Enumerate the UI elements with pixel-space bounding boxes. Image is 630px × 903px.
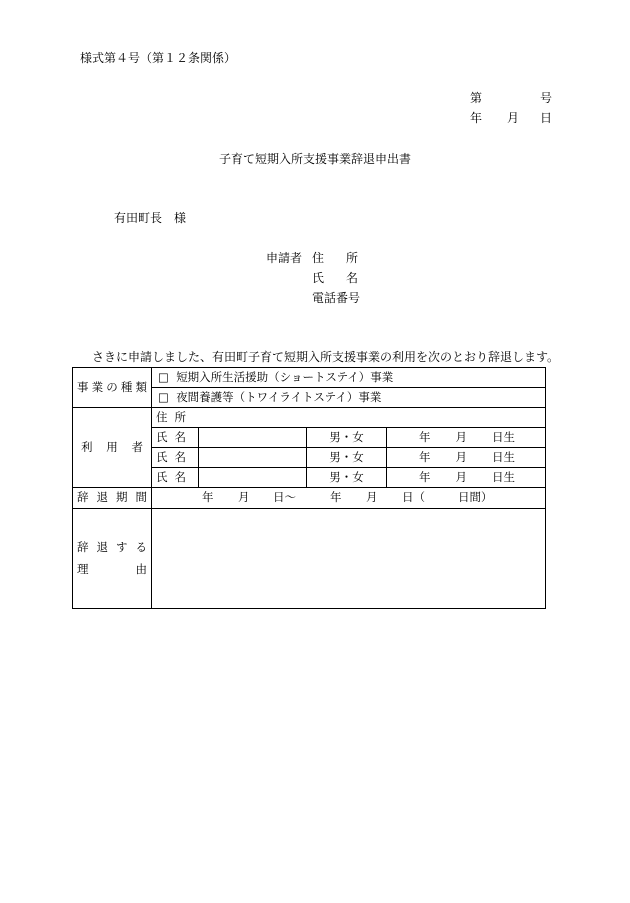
date-month: 月 — [507, 111, 520, 125]
user-birthdate[interactable]: 年 月 日生 — [387, 468, 546, 488]
withdraw-reason-field[interactable] — [152, 509, 546, 609]
user-name-field[interactable] — [199, 468, 307, 488]
applicant-label: 申請者 — [266, 251, 303, 265]
addressee: 有田町長 様 — [114, 211, 187, 225]
form-number: 様式第４号（第１２条関係） — [80, 51, 237, 65]
service-option-twilight-stay[interactable]: □ 夜間養護等（トワイライトステイ）事業 — [152, 388, 546, 408]
user-birthdate[interactable]: 年 月 日生 — [387, 448, 546, 468]
date-day: 日 — [540, 111, 553, 125]
applicant-name-label: 氏 名 — [312, 271, 358, 285]
withdraw-period-row — [73, 488, 546, 509]
user-birthdate[interactable]: 年 月 日生 — [387, 428, 546, 448]
intro-text: さきに申請しました、有田町子育て短期入所支援事業の利用を次のとおり辞退します。 — [92, 350, 560, 364]
service-type-label: 事 業 の 種 類 — [73, 368, 152, 408]
applicant-phone-label: 電話番号 — [312, 291, 361, 305]
user-address-row — [73, 408, 546, 428]
user-name-label: 氏 名 — [152, 468, 199, 488]
checkbox-icon[interactable]: □ — [158, 369, 169, 384]
doc-number-suffix: 号 — [540, 91, 553, 105]
user-label: 利 用 者 — [73, 408, 152, 488]
withdrawal-form-table — [72, 367, 546, 609]
user-name-field[interactable] — [199, 428, 307, 448]
service-type-row — [73, 368, 546, 388]
user-name-field[interactable] — [199, 448, 307, 468]
date-year: 年 — [470, 111, 483, 125]
user-address-field[interactable] — [199, 408, 546, 428]
user-gender[interactable]: 男・女 — [307, 468, 387, 488]
user-gender[interactable]: 男・女 — [307, 428, 387, 448]
applicant-address-label: 住 所 — [312, 251, 358, 265]
document-title: 子育て短期入所支援事業辞退申出書 — [218, 152, 411, 166]
withdraw-reason-row — [73, 509, 546, 609]
user-address-label: 住 所 — [152, 408, 199, 428]
checkbox-icon[interactable]: □ — [158, 389, 169, 404]
withdraw-reason-label: 辞 退 す る 理 由 — [73, 509, 152, 609]
user-gender[interactable]: 男・女 — [307, 448, 387, 468]
doc-number-prefix: 第 — [470, 91, 483, 105]
withdraw-period-label: 辞 退 期 間 — [73, 488, 152, 509]
service-option-short-stay[interactable]: □ 短期入所生活援助（ショートステイ）事業 — [152, 368, 546, 388]
user-name-label: 氏 名 — [152, 448, 199, 468]
user-name-label: 氏 名 — [152, 428, 199, 448]
withdraw-period-field[interactable]: 年 月 日～ 年 月 日（ 日間） — [152, 488, 546, 509]
